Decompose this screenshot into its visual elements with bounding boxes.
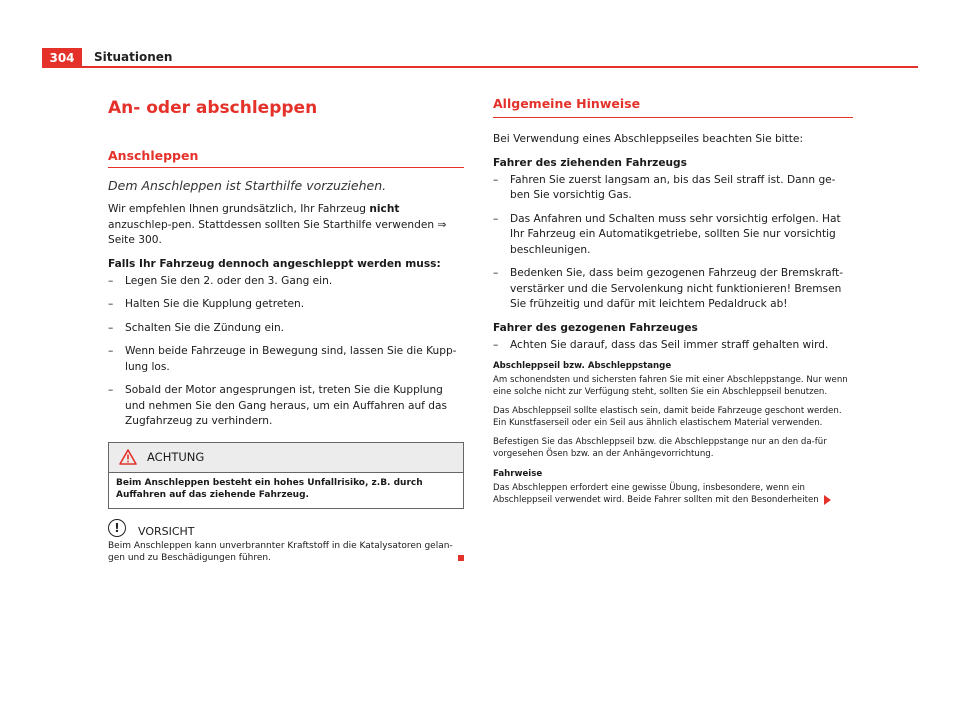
dash: –: [108, 321, 114, 334]
intro-text-end: anzuschlep-pen. Stattdessen sollten Sie Starthilfe verwenden ⇒ Seite 300.: [108, 218, 447, 246]
subsection-heading: Anschleppen: [108, 148, 464, 168]
list-item-text: Legen Sie den 2. oder den 3. Gang ein.: [125, 274, 333, 287]
warning-box: [108, 442, 464, 509]
list-item: [493, 173, 853, 204]
rope-heading: Abschleppseil bzw. Abschleppstange: [493, 361, 672, 371]
caution-note: [108, 520, 464, 565]
dash: –: [108, 298, 114, 310]
list-item-text: Schalten Sie die Zündung ein.: [125, 321, 285, 334]
list-item: [493, 266, 853, 313]
list-item-text: Fahren Sie zuerst langsam an, bis das Seil straff ist. Dann ge-ben Sie vorsichtig Gas.: [510, 173, 836, 201]
rope-paragraph: Am schonendsten und sichersten fahren Sie mit einer Abschleppstange. Nur wenn eine solche nicht zur Verfügung steht, sollten Sie ein Abschleppseil benutzen.: [493, 375, 848, 397]
lead-text: Dem Anschleppen ist Starthilfe vorzuziehen.: [108, 178, 387, 193]
list-item: [108, 344, 464, 375]
warning-header: [109, 443, 463, 473]
driving-text: Das Abschleppen erfordert eine gewisse Übung, insbesondere, wenn ein Abschleppseil verwendet wird. Beide Fahrer sollten mit den Besonderheiten: [493, 483, 819, 505]
list-item: [108, 383, 464, 430]
caution-text: Beim Anschleppen kann unverbrannter Kraftstoff in die Katalysatoren gelan-gen und zu Beschädigungen führen.: [108, 540, 453, 563]
warning-title: ACHTUNG: [147, 449, 205, 464]
general-notes-heading: Allgemeine Hinweise: [493, 96, 853, 118]
right-column: [493, 96, 853, 506]
caution-title: VORSICHT: [138, 524, 195, 538]
conditions-heading: Falls Ihr Fahrzeug dennoch angeschleppt werden muss:: [108, 257, 441, 270]
header-rule: [82, 66, 918, 68]
towed-driver-heading: Fahrer des gezogenen Fahrzeuges: [493, 321, 698, 334]
rope-paragraph: Das Abschleppseil sollte elastisch sein, damit beide Fahrzeuge geschont werden. Ein Kunstfaserseil oder ein Seil aus ähnlich elastischem Material verwenden.: [493, 406, 842, 428]
left-column: [108, 96, 464, 565]
list-item: [493, 212, 853, 259]
driving-paragraph: [493, 482, 853, 506]
list-item-text: Wenn beide Fahrzeuge in Bewegung sind, lassen Sie die Kupp-lung los.: [125, 345, 457, 373]
list-item: [108, 274, 464, 290]
dash: –: [493, 212, 499, 225]
list-item: [108, 297, 464, 313]
warning-triangle-icon: [119, 449, 137, 465]
page-number: 304: [42, 48, 82, 68]
dash: –: [108, 274, 114, 287]
warning-text: Beim Anschleppen besteht ein hohes Unfallrisiko, z.B. durch Auffahren auf das ziehende Fahrzeug.: [116, 477, 423, 500]
dash: –: [493, 267, 499, 279]
section-heading: An- oder abschleppen: [108, 98, 318, 118]
exclamation-circle-icon: !: [108, 519, 126, 537]
list-item-text: Halten Sie die Kupplung getreten.: [125, 298, 305, 310]
end-square-icon: [458, 555, 464, 561]
list-item: [108, 321, 464, 337]
steps-list: [108, 274, 464, 430]
rope-paragraph: Befestigen Sie das Abschleppseil bzw. die Abschleppstange nur an den da-für vorgesehen Ösen bzw. an der Anhängevorrichtung.: [493, 437, 827, 459]
list-item-text: Das Anfahren und Schalten muss sehr vorsichtig erfolgen. Hat Ihr Fahrzeug ein Automatikgetriebe, sollten Sie nur vorsichtig beschleunigen.: [510, 212, 841, 256]
dash: –: [493, 173, 499, 186]
list-item: [493, 338, 853, 354]
towed-driver-list: [493, 338, 853, 354]
dash: –: [108, 384, 114, 396]
intro-emphasis: nicht: [369, 203, 400, 215]
dash: –: [108, 345, 114, 357]
general-intro: Bei Verwendung eines Abschleppseiles beachten Sie bitte:: [493, 133, 804, 145]
intro-paragraph: [108, 202, 464, 249]
dash: –: [493, 338, 499, 351]
towing-driver-heading: Fahrer des ziehenden Fahrzeugs: [493, 156, 687, 169]
intro-text: Wir empfehlen Ihnen grundsätzlich, Ihr Fahrzeug: [108, 203, 370, 215]
list-item-text: Achten Sie darauf, dass das Seil immer straff gehalten wird.: [510, 338, 829, 351]
list-item-text: Sobald der Motor angesprungen ist, treten Sie die Kupplung und nehmen Sie den Gang heraus, um ein Auffahren auf das Zugfahrzeug zu verhindern.: [125, 384, 447, 427]
continue-arrow-icon: [824, 495, 831, 505]
chapter-title: Situationen: [94, 50, 173, 64]
driving-heading: Fahrweise: [493, 469, 543, 479]
list-item-text: Bedenken Sie, dass beim gezogenen Fahrzeug der Bremskraft-verstärker und die Servolenkung nicht funktionieren! Bremsen Sie frühzeitig und dafür mit leichtem Pedaldruck ab!: [510, 267, 844, 310]
towing-driver-list: [493, 173, 853, 313]
